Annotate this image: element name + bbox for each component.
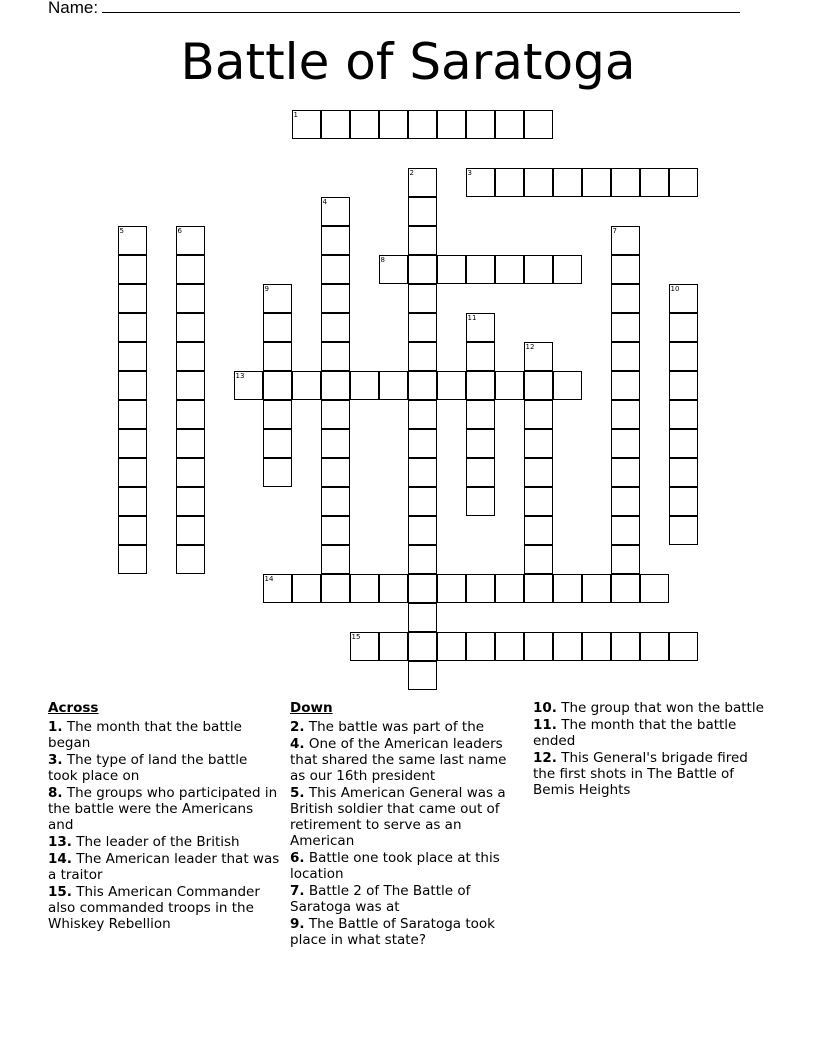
clue-item: [48, 785, 280, 833]
grid-cell[interactable]: [611, 632, 640, 661]
grid-cell[interactable]: [176, 371, 205, 400]
grid-cell[interactable]: [408, 255, 437, 284]
grid-cell[interactable]: [524, 545, 553, 574]
clue-text: Battle one took place at this location: [290, 850, 500, 882]
grid-cell[interactable]: [263, 313, 292, 342]
clue-text: Battle 2 of The Battle of Saratoga was at: [290, 883, 471, 915]
grid-cell[interactable]: [495, 632, 524, 661]
grid-cell[interactable]: [321, 197, 350, 226]
grid-cell[interactable]: [408, 284, 437, 313]
clue-item: [48, 851, 280, 883]
grid-cell[interactable]: [466, 487, 495, 516]
across-heading: Across: [48, 700, 99, 716]
grid-cell[interactable]: [437, 371, 466, 400]
grid-cell[interactable]: [118, 284, 147, 313]
grid-cell[interactable]: [408, 516, 437, 545]
grid-cell[interactable]: [408, 197, 437, 226]
grid-cell[interactable]: [321, 516, 350, 545]
grid-cell[interactable]: [379, 371, 408, 400]
grid-cell[interactable]: [437, 110, 466, 139]
grid-cell[interactable]: [524, 487, 553, 516]
name-label: Name:: [48, 0, 99, 17]
grid-cell[interactable]: [524, 371, 553, 400]
grid-cell[interactable]: [669, 400, 698, 429]
grid-cell[interactable]: [669, 487, 698, 516]
grid-cell[interactable]: [350, 574, 379, 603]
grid-cell[interactable]: [408, 226, 437, 255]
grid-cell[interactable]: [408, 110, 437, 139]
clue-item: [290, 850, 525, 882]
grid-cell[interactable]: [582, 574, 611, 603]
grid-cell[interactable]: [118, 487, 147, 516]
grid-cell[interactable]: [118, 313, 147, 342]
grid-cell[interactable]: [118, 371, 147, 400]
grid-cell[interactable]: [553, 371, 582, 400]
cell-number: 3: [467, 169, 472, 177]
grid-cell[interactable]: [466, 168, 495, 197]
cell-number: 7: [612, 227, 617, 235]
grid-cell[interactable]: [466, 255, 495, 284]
grid-cell[interactable]: [669, 458, 698, 487]
grid-cell[interactable]: [350, 632, 379, 661]
down-clue-list: [290, 719, 525, 948]
grid-cell[interactable]: [321, 226, 350, 255]
grid-cell[interactable]: [263, 400, 292, 429]
grid-cell[interactable]: [176, 545, 205, 574]
grid-cell[interactable]: [466, 342, 495, 371]
grid-cell[interactable]: [263, 574, 292, 603]
cell-number: 6: [177, 227, 182, 235]
across-clue-list: [48, 719, 280, 932]
clue-text: This American Commander also commanded troops in the Whiskey Rebellion: [48, 884, 260, 932]
grid-cell[interactable]: [176, 226, 205, 255]
cell-number: 12: [525, 343, 535, 351]
clue-text: This General's brigade fired the first shots in The Battle of Bemis Heights: [533, 750, 748, 798]
grid-cell[interactable]: [553, 632, 582, 661]
grid-cell[interactable]: [292, 110, 321, 139]
grid-cell[interactable]: [176, 255, 205, 284]
cell-number: 14: [264, 575, 274, 583]
grid-cell[interactable]: [611, 574, 640, 603]
down-heading: Down: [290, 700, 333, 716]
grid-cell[interactable]: [611, 226, 640, 255]
clue-item: [533, 750, 768, 798]
clue-number: 3.: [48, 752, 63, 768]
down-clues: [290, 700, 525, 949]
grid-cell[interactable]: [263, 342, 292, 371]
clue-item: [48, 834, 280, 850]
grid-cell[interactable]: [611, 516, 640, 545]
grid-cell[interactable]: [321, 313, 350, 342]
grid-cell[interactable]: [611, 429, 640, 458]
grid-cell[interactable]: [408, 168, 437, 197]
grid-cell[interactable]: [408, 400, 437, 429]
grid-cell[interactable]: [263, 458, 292, 487]
grid-cell[interactable]: [321, 545, 350, 574]
grid-cell[interactable]: [321, 110, 350, 139]
grid-cell[interactable]: [321, 574, 350, 603]
grid-cell[interactable]: [408, 313, 437, 342]
page-title: Battle of Saratoga: [180, 33, 636, 91]
grid-cell[interactable]: [321, 458, 350, 487]
clue-text: This American General was a British soldier that came out of retirement to serve as an American: [290, 785, 506, 849]
grid-cell[interactable]: [669, 371, 698, 400]
grid-cell[interactable]: [669, 284, 698, 313]
clue-number: 12.: [533, 750, 557, 766]
grid-cell[interactable]: [611, 400, 640, 429]
grid-cell[interactable]: [176, 487, 205, 516]
grid-cell[interactable]: [176, 458, 205, 487]
clue-text: The battle was part of the: [304, 719, 485, 735]
grid-cell[interactable]: [292, 574, 321, 603]
grid-cell[interactable]: [495, 110, 524, 139]
grid-cell[interactable]: [611, 371, 640, 400]
cell-number: 15: [351, 633, 361, 641]
cell-number: 1: [293, 111, 298, 119]
grid-cell[interactable]: [408, 603, 437, 632]
grid-cell[interactable]: [176, 400, 205, 429]
grid-cell[interactable]: [118, 226, 147, 255]
grid-cell[interactable]: [408, 371, 437, 400]
clue-number: 4.: [290, 736, 305, 752]
cell-number: 4: [322, 198, 327, 206]
cell-number: 8: [380, 256, 385, 264]
grid-cell[interactable]: [176, 284, 205, 313]
grid-cell[interactable]: [321, 400, 350, 429]
grid-cell[interactable]: [611, 168, 640, 197]
grid-cell[interactable]: [524, 632, 553, 661]
grid-cell[interactable]: [669, 313, 698, 342]
grid-cell[interactable]: [321, 487, 350, 516]
grid-cell[interactable]: [408, 342, 437, 371]
grid-cell[interactable]: [408, 545, 437, 574]
grid-cell[interactable]: [466, 458, 495, 487]
clue-text: The type of land the battle took place on: [48, 752, 248, 784]
grid-cell[interactable]: [582, 632, 611, 661]
clue-number: 2.: [290, 719, 305, 735]
grid-cell[interactable]: [234, 371, 263, 400]
grid-cell[interactable]: [263, 371, 292, 400]
clue-text: The leader of the British: [71, 834, 240, 850]
grid-cell[interactable]: [524, 400, 553, 429]
grid-cell[interactable]: [524, 255, 553, 284]
grid-cell[interactable]: [669, 516, 698, 545]
clue-item: [290, 719, 525, 735]
clue-number: 10.: [533, 700, 557, 716]
grid-cell[interactable]: [611, 255, 640, 284]
down-clue-list-continued: [533, 700, 768, 798]
grid-cell[interactable]: [118, 342, 147, 371]
grid-cell[interactable]: [611, 342, 640, 371]
clue-item: [533, 717, 768, 749]
grid-cell[interactable]: [640, 574, 669, 603]
grid-cell[interactable]: [524, 110, 553, 139]
grid-cell[interactable]: [408, 661, 437, 690]
grid-cell[interactable]: [466, 574, 495, 603]
grid-cell[interactable]: [495, 574, 524, 603]
cell-number: 11: [467, 314, 477, 322]
down-clues-continued: [533, 700, 768, 799]
clue-text: The month that the battle began: [48, 719, 242, 751]
grid-cell[interactable]: [524, 458, 553, 487]
grid-cell[interactable]: [466, 400, 495, 429]
grid-cell[interactable]: [118, 545, 147, 574]
grid-cell[interactable]: [321, 255, 350, 284]
grid-cell[interactable]: [350, 110, 379, 139]
grid-cell[interactable]: [118, 516, 147, 545]
grid-cell[interactable]: [379, 574, 408, 603]
grid-cell[interactable]: [495, 255, 524, 284]
clue-item: [290, 785, 525, 849]
grid-cell[interactable]: [669, 342, 698, 371]
clue-text: The American leader that was a traitor: [48, 851, 280, 883]
grid-cell[interactable]: [611, 487, 640, 516]
grid-cell[interactable]: [321, 429, 350, 458]
grid-cell[interactable]: [118, 458, 147, 487]
clue-text: The Battle of Saratoga took place in what state?: [290, 916, 495, 948]
clue-number: 11.: [533, 717, 557, 733]
grid-cell[interactable]: [263, 284, 292, 313]
clue-number: 7.: [290, 883, 305, 899]
clue-number: 1.: [48, 719, 63, 735]
grid-cell[interactable]: [176, 313, 205, 342]
clue-number: 9.: [290, 916, 305, 932]
grid-cell[interactable]: [611, 313, 640, 342]
grid-cell[interactable]: [495, 371, 524, 400]
clue-item: [290, 883, 525, 915]
grid-cell[interactable]: [408, 429, 437, 458]
grid-cell[interactable]: [669, 168, 698, 197]
clue-number: 6.: [290, 850, 305, 866]
grid-cell[interactable]: [669, 632, 698, 661]
grid-cell[interactable]: [321, 342, 350, 371]
grid-cell[interactable]: [321, 371, 350, 400]
clue-number: 5.: [290, 785, 305, 801]
grid-cell[interactable]: [524, 429, 553, 458]
grid-cell[interactable]: [176, 342, 205, 371]
grid-cell[interactable]: [524, 574, 553, 603]
grid-cell[interactable]: [408, 487, 437, 516]
grid-cell[interactable]: [524, 342, 553, 371]
grid-cell[interactable]: [640, 168, 669, 197]
grid-cell[interactable]: [408, 632, 437, 661]
cell-number: 2: [409, 169, 414, 177]
grid-cell[interactable]: [176, 429, 205, 458]
grid-cell[interactable]: [611, 545, 640, 574]
grid-cell[interactable]: [553, 255, 582, 284]
clue-item: [48, 752, 280, 784]
cell-number: 9: [264, 285, 269, 293]
clue-text: One of the American leaders that shared the same last name as our 16th president: [290, 736, 507, 784]
grid-cell[interactable]: [466, 632, 495, 661]
clue-item: [533, 700, 768, 716]
grid-cell[interactable]: [118, 255, 147, 284]
grid-cell[interactable]: [379, 110, 408, 139]
grid-cell[interactable]: [292, 371, 321, 400]
clue-number: 8.: [48, 785, 63, 801]
grid-cell[interactable]: [437, 632, 466, 661]
grid-cell[interactable]: [466, 313, 495, 342]
grid-cell[interactable]: [379, 632, 408, 661]
grid-cell[interactable]: [611, 284, 640, 313]
grid-cell[interactable]: [553, 574, 582, 603]
grid-cell[interactable]: [321, 284, 350, 313]
clue-number: 15.: [48, 884, 72, 900]
grid-cell[interactable]: [118, 400, 147, 429]
grid-cell[interactable]: [466, 371, 495, 400]
grid-cell[interactable]: [408, 574, 437, 603]
grid-cell[interactable]: [553, 168, 582, 197]
grid-cell[interactable]: [466, 429, 495, 458]
grid-cell[interactable]: [524, 516, 553, 545]
grid-cell[interactable]: [176, 516, 205, 545]
grid-cell[interactable]: [408, 458, 437, 487]
grid-cell[interactable]: [611, 458, 640, 487]
grid-cell[interactable]: [437, 255, 466, 284]
clue-item: [48, 719, 280, 751]
across-clues: [48, 700, 280, 933]
clue-number: 14.: [48, 851, 72, 867]
clue-item: [48, 884, 280, 932]
grid-cell[interactable]: [263, 429, 292, 458]
grid-cell[interactable]: [495, 168, 524, 197]
grid-cell[interactable]: [379, 255, 408, 284]
grid-cell[interactable]: [669, 429, 698, 458]
clue-number: 13.: [48, 834, 72, 850]
cell-number: 10: [670, 285, 680, 293]
clue-item: [290, 916, 525, 948]
cell-number: 5: [119, 227, 124, 235]
grid-cell[interactable]: [640, 632, 669, 661]
clue-text: The month that the battle ended: [533, 717, 737, 749]
grid-cell[interactable]: [466, 110, 495, 139]
grid-cell[interactable]: [350, 371, 379, 400]
grid-cell[interactable]: [582, 168, 611, 197]
clue-text: The group that won the battle: [556, 700, 764, 716]
grid-cell[interactable]: [118, 429, 147, 458]
clue-text: The groups who participated in the battle were the Americans and: [48, 785, 278, 833]
grid-cell[interactable]: [437, 574, 466, 603]
cell-number: 13: [235, 372, 245, 380]
clue-item: [290, 736, 525, 784]
grid-cell[interactable]: [524, 168, 553, 197]
